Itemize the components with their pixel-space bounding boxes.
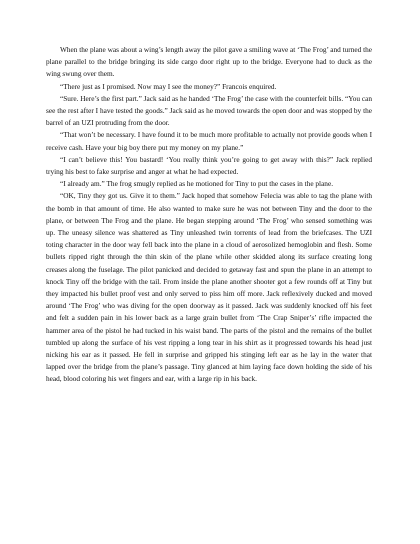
paragraph-francois-promise: “There just as I promised. Now may I see the money?” Francois enquired. [60,81,277,91]
paragraph-frog-reply: “I already am.” The frog smugly replied as he motioned for Tiny to put the cases in the plane. [60,179,334,189]
paragraph-frog-betrayal: “That won’t be necessary. I have found it to be much more profitable to actually not provide goods when I receive cash. Have your big boy there put my money on my plane.” [46,130,372,152]
paragraph-shootout: “OK, Tiny they got us. Give it to them.” Jack hoped that somehow Felecia was able to tag the plane with the bomb in that amount of time. He also wanted to make sure he was not between Tiny and the door to the plane, or between The Frog and the plane. He began stepping around ‘The Frog’ who sensed something was up. The uneasy silence was shattered as Tiny unleashed twin torrents of lead from the briefcases. The UZI toting character in the door way fell back into the plane in a cloud of aerosolized hemoglobin and flesh. Some bullets ripped right through the thin skin of the plane while other skidded along its surface creating long creases along the fuselage. The pilot panicked and decided to getaway fast and spun the plane in an attempt to knock Tiny off the bridge with the tail. From inside the plane another shooter got a few rounds off at Tiny but they impacted his bullet proof vest and only served to piss him off more. Jack reflexively ducked and moved around ‘The Frog’ who was diving for the open doorway as it passed. Jack was suddenly knocked off his feet and felt a sudden pain in his lower back as a large grain bullet from ‘The Crap Sniper’s’ rifle impacted the hammer area of the pistol he had tucked in his waist band. The parts of the pistol and the remains of the bullet tumbled up along the surface of his vest ripping a long tear in his shirt as it progressed towards his head just nicking his ear as it passed. He fell in surprise and gripped his stinging left ear as he lay in the water that lapped over the bridge from the plane’s passage. Tiny glanced at him laying face down holding the side of his head, blood coloring his wet fingers and ear, with a large rip in his back. [46,191,372,384]
paragraph-jack-hands-case: “Sure. Here’s the first part.” Jack said as he handed ‘The Frog’ the case with the counterfeit bills. “You can see the rest after I have tested the goods.” Jack said as he moved towards the open door and was stopped by the barrel of an UZI protruding from the door. [46,93,372,128]
paragraph-jack-fake-anger: “I can’t believe this! You bastard! ‘You really think you’re going to get away with this?” Jack replied trying his best to fake surprise and anger at what he had expected. [46,154,372,177]
paragraph-plane-approach: When the plane was about a wing’s length away the pilot gave a smiling wave at ‘The Frog’ and turned the plane parallel to the bridge bringing its side cargo door right up to the bridge. Everyone had to duck as the wing swung over them. [46,45,372,79]
